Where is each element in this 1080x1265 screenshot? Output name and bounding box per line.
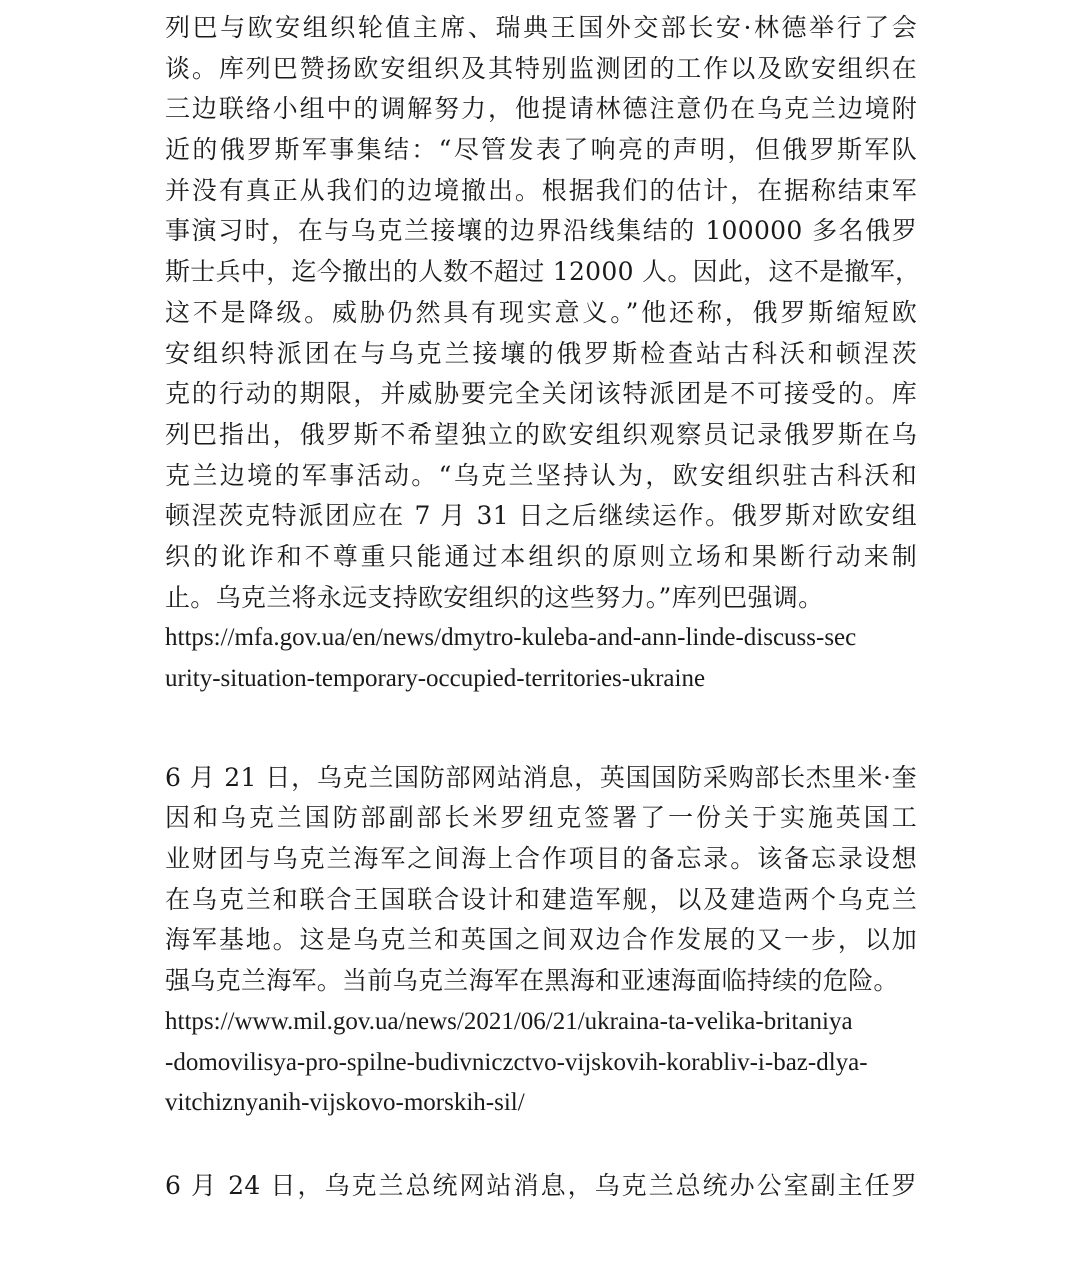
text-line: 顿涅茨克特派团应在 7 月 31 日之后继续运作。俄罗斯对欧安组	[165, 501, 917, 531]
text-line: 6 月 24 日，乌克兰总统网站消息，乌克兰总统办公室副主任罗	[165, 1170, 917, 1200]
text-line: 克的行动的期限，并威胁要完全关闭该特派团是不可接受的。库	[165, 379, 917, 409]
text-line: 这不是降级。威胁仍然具有现实意义。”他还称，俄罗斯缩短欧	[165, 297, 917, 327]
text-line: 安组织特派团在与乌克兰接壤的俄罗斯检查站古科沃和顿涅茨	[165, 338, 917, 368]
paragraph-uk-ukraine-naval-memo	[165, 758, 917, 1124]
text-line: 海军基地。这是乌克兰和英国之间双边合作发展的又一步，以加	[165, 925, 917, 955]
text-line: 强乌克兰海军。当前乌克兰海军在黑海和亚速海面临持续的危险。	[165, 966, 899, 996]
source-url-line: urity-situation-temporary-occupied-territories-ukraine	[165, 665, 706, 692]
text-line: 列巴指出，俄罗斯不希望独立的欧安组织观察员记录俄罗斯在乌	[165, 419, 917, 449]
paragraph-kuleba-linde-talks	[165, 8, 921, 700]
text-line: 谈。库列巴赞扬欧安组织及其特别监测团的工作以及欧安组织在	[165, 53, 917, 83]
source-url-line: https://www.mil.gov.ua/news/2021/06/21/ukraina-ta-velika-britaniya	[165, 1007, 853, 1035]
source-url-line: vitchiznyanih-vijskovo-morskih-sil/	[165, 1089, 525, 1117]
text-line: 三边联络小组中的调解努力，他提请林德注意仍在乌克兰边境附	[165, 94, 917, 124]
article-body	[165, 8, 921, 1207]
text-line: 织的讹诈和不尊重只能通过本组织的原则立场和果断行动来制	[165, 541, 917, 571]
source-url-line: https://mfa.gov.ua/en/news/dmytro-kuleba-and-ann-linde-discuss-sec	[165, 624, 857, 652]
text-line: 斯士兵中，迄今撤出的人数不超过 12000 人。因此，这不是撤军，	[165, 257, 921, 287]
paragraph-presidential-office	[165, 1166, 917, 1207]
text-line: 克兰边境的军事活动。“乌克兰坚持认为，欧安组织驻古科沃和	[165, 460, 917, 490]
text-line: 因和乌克兰国防部副部长米罗纽克签署了一份关于实施英国工	[165, 803, 917, 833]
source-url-line: -domovilisya-pro-spilne-budivniczctvo-vijskovih-korabliv-i-baz-dlya-	[165, 1048, 868, 1076]
text-line: 近的俄罗斯军事集结：“尽管发表了响亮的声明，但俄罗斯军队	[165, 135, 917, 165]
paragraph-spacer	[165, 1124, 917, 1166]
text-line: 业财团与乌克兰海军之间海上合作项目的备忘录。该备忘录设想	[165, 844, 917, 874]
paragraph-spacer	[165, 700, 917, 758]
text-line: 事演习时，在与乌克兰接壤的边界沿线集结的 100000 多名俄罗	[165, 216, 917, 246]
text-line: 并没有真正从我们的边境撤出。根据我们的估计，在据称结束军	[165, 175, 917, 205]
text-line: 止。乌克兰将永远支持欧安组织的这些努力。”库列巴强调。	[165, 582, 824, 612]
text-line: 列巴与欧安组织轮值主席、瑞典王国外交部长安·林德举行了会	[165, 13, 917, 42]
text-line: 6 月 21 日，乌克兰国防部网站消息，英国国防采购部长杰里米·奎	[165, 762, 917, 792]
text-line: 在乌克兰和联合王国联合设计和建造军舰，以及建造两个乌克兰	[165, 884, 917, 914]
